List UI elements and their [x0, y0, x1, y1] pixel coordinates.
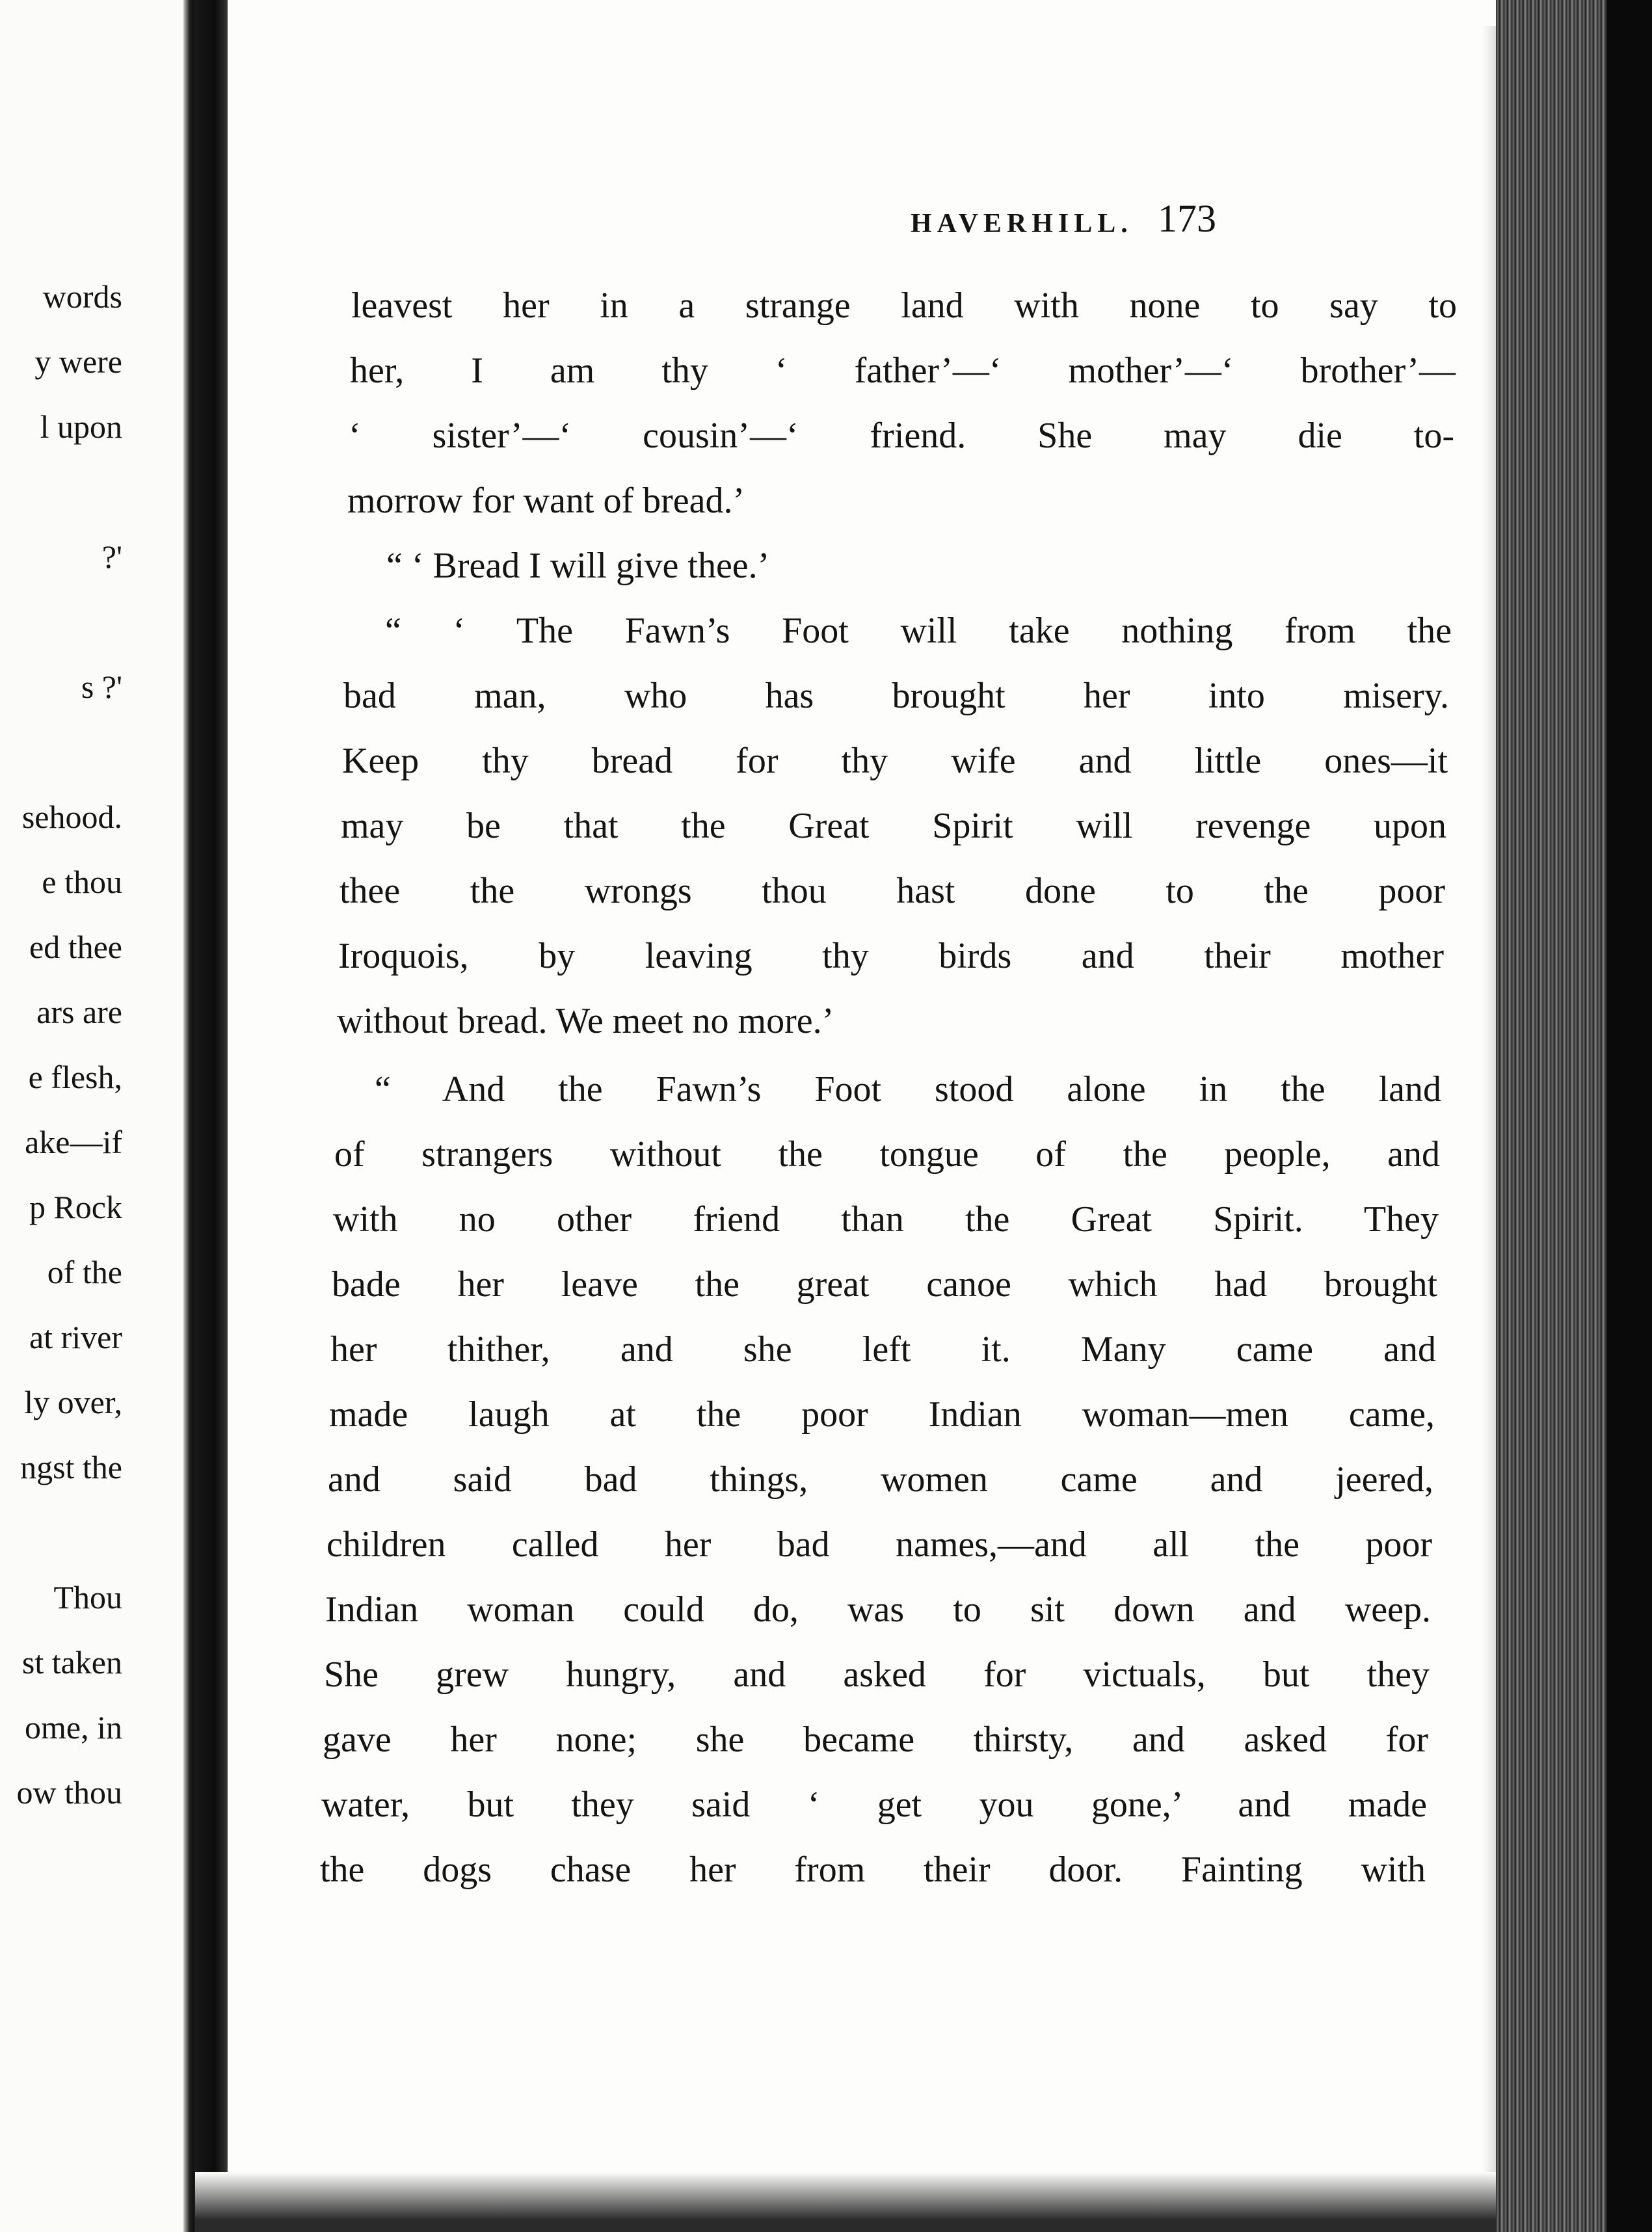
left-page-line: ake—if	[25, 1124, 122, 1160]
text-line: of strangers without the tongue of the people, and	[334, 1134, 1440, 1175]
text-line: She grew hungry, and asked for victuals, but they	[324, 1654, 1430, 1695]
text-line: Keep thy bread for thy wife and little ones—it	[342, 741, 1448, 781]
text-line: may be that the Great Spirit will revenge upon	[341, 806, 1446, 846]
text-line: the dogs chase her from their door. Fainting with	[320, 1850, 1426, 1890]
text-line: her thither, and she left it. Many came and	[330, 1329, 1436, 1370]
text-line: thee the wrongs thou hast done to the poor	[340, 871, 1445, 911]
left-page-line: e thou	[42, 864, 122, 900]
text-line: without bread. We meet no more.’	[337, 1001, 834, 1041]
running-head: HAVERHILL.	[911, 209, 1133, 239]
text-line: bad man, who has brought her into misery.	[343, 676, 1449, 716]
text-line: Indian woman could do, was to sit down and weep.	[325, 1589, 1431, 1630]
text-line: her, I am thy ‘ father’—‘ mother’—‘ brother’—	[350, 351, 1456, 391]
left-page-line: s ?'	[81, 669, 122, 705]
text-line: ‘ sister’—‘ cousin’—‘ friend. She may die to-	[349, 416, 1454, 456]
left-page-line: of the	[47, 1254, 122, 1290]
left-page-line: words	[42, 278, 122, 315]
text-line: Iroquois, by leaving thy birds and their mother	[338, 936, 1444, 976]
text-line: bade her leave the great canoe which had brought	[332, 1264, 1437, 1305]
text-line: with no other friend than the Great Spirit. They	[333, 1199, 1439, 1240]
text-line: made laugh at the poor Indian woman—men came,	[329, 1394, 1435, 1435]
left-page-line: ?'	[101, 538, 122, 575]
text-line: gave her none; she became thirsty, and asked for	[323, 1720, 1428, 1760]
left-page-line: ow thou	[16, 1774, 122, 1811]
left-page-line: e flesh,	[28, 1059, 122, 1095]
left-page-line: ed thee	[29, 929, 122, 965]
left-page-line: at river	[29, 1319, 122, 1355]
text-line: “ ‘ The Fawn’s Foot will take nothing from the	[385, 611, 1452, 651]
left-page-line: ars are	[36, 994, 122, 1030]
page-number: 173	[1158, 197, 1216, 240]
bottom-page-shadow	[195, 2172, 1496, 2232]
left-page-line: y were	[34, 343, 122, 380]
left-page-line: Thou	[53, 1579, 122, 1615]
left-facing-page	[0, 0, 195, 2232]
left-page-line: sehood.	[21, 799, 122, 835]
text-line: “ ‘ Bread I will give thee.’	[386, 546, 770, 586]
left-page-line: p Rock	[29, 1189, 122, 1225]
text-line: children called her bad names,—and all the poor	[326, 1524, 1432, 1565]
text-line: leavest her in a strange land with none to say to	[351, 286, 1457, 326]
left-page-fold	[183, 0, 194, 2232]
book-cover-edge	[1606, 0, 1652, 2232]
text-line: and said bad things, women came and jeered,	[328, 1459, 1433, 1500]
left-page-line: st taken	[21, 1644, 122, 1681]
text-line: water, but they said ‘ get you gone,’ and made	[321, 1785, 1427, 1825]
left-page-line: ome, in	[25, 1709, 122, 1746]
left-page-line: l upon	[40, 408, 122, 445]
text-line: morrow for want of bread.’	[347, 481, 745, 521]
left-page-line: ngst the	[20, 1449, 122, 1485]
main-page	[228, 0, 1502, 2232]
text-line: “ And the Fawn’s Foot stood alone in the land	[375, 1069, 1441, 1109]
left-page-line: ly over,	[24, 1384, 122, 1420]
